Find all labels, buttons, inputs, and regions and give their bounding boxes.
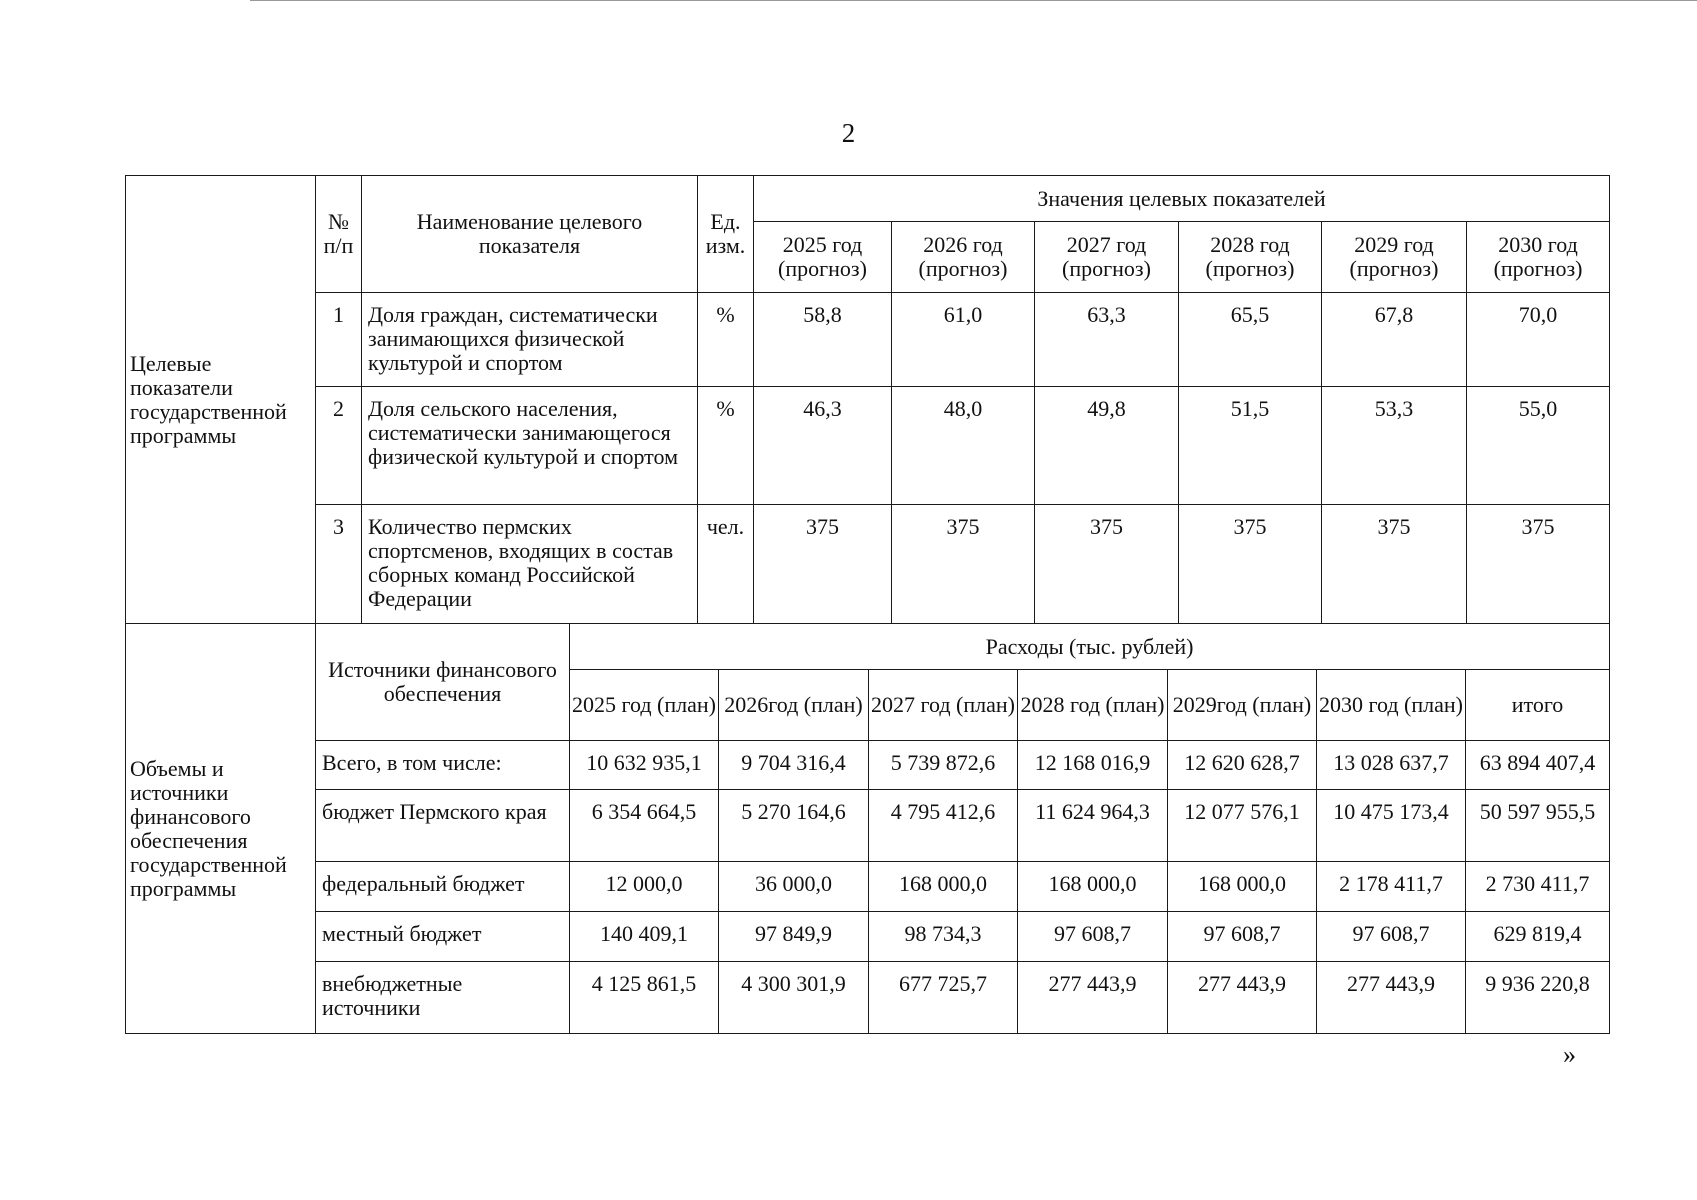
funding-value: 97 608,7 xyxy=(1317,912,1466,962)
table-row xyxy=(126,741,1610,790)
header-indicator-name: Наименование целевого показателя xyxy=(362,176,698,293)
funding-value: 12 620 628,7 xyxy=(1168,741,1317,790)
indicator-value: 49,8 xyxy=(1035,387,1179,505)
scan-edge-line xyxy=(250,0,1697,1)
indicator-unit: % xyxy=(698,293,754,387)
funding-value: 50 597 955,5 xyxy=(1466,790,1610,862)
funding-source: внебюджетные источники xyxy=(316,962,570,1034)
funding-value: 12 000,0 xyxy=(570,862,719,912)
indicator-value: 46,3 xyxy=(754,387,892,505)
funding-value: 2 178 411,7 xyxy=(1317,862,1466,912)
funding-value: 4 125 861,5 xyxy=(570,962,719,1034)
header-year: 2028 год (план) xyxy=(1018,670,1168,741)
funding-value: 13 028 637,7 xyxy=(1317,741,1466,790)
funding-value: 10 632 935,1 xyxy=(570,741,719,790)
funding-value: 12 168 016,9 xyxy=(1018,741,1168,790)
header-target-values: Значения целевых показателей xyxy=(754,176,1610,222)
indicator-value: 375 xyxy=(1179,505,1322,624)
funding-value: 277 443,9 xyxy=(1317,962,1466,1034)
indicator-value: 65,5 xyxy=(1179,293,1322,387)
funding-value: 168 000,0 xyxy=(1018,862,1168,912)
funding-value: 98 734,3 xyxy=(869,912,1018,962)
finance-section-label: Объемы и источники финансового обеспечения государственной программы xyxy=(126,624,316,1034)
row-number: 3 xyxy=(316,505,362,624)
indicator-value: 55,0 xyxy=(1467,387,1610,505)
target-indicators-table xyxy=(125,175,1610,624)
funding-value: 4 300 301,9 xyxy=(719,962,869,1034)
header-year: 2029 год (прогноз) xyxy=(1322,222,1467,293)
funding-value: 277 443,9 xyxy=(1018,962,1168,1034)
funding-value: 140 409,1 xyxy=(570,912,719,962)
header-year: 2030 год (план) xyxy=(1317,670,1466,741)
funding-value: 11 624 964,3 xyxy=(1018,790,1168,862)
indicator-name: Доля сельского населения, систематически занимающегося физической культурой и спортом xyxy=(362,387,698,505)
header-total: итого xyxy=(1466,670,1610,741)
funding-value: 677 725,7 xyxy=(869,962,1018,1034)
funding-value: 5 739 872,6 xyxy=(869,741,1018,790)
funding-value: 97 849,9 xyxy=(719,912,869,962)
funding-value: 36 000,0 xyxy=(719,862,869,912)
table-row xyxy=(126,912,1610,962)
indicator-value: 63,3 xyxy=(1035,293,1179,387)
indicator-unit: чел. xyxy=(698,505,754,624)
indicator-value: 58,8 xyxy=(754,293,892,387)
funding-source: Всего, в том числе: xyxy=(316,741,570,790)
funding-value: 63 894 407,4 xyxy=(1466,741,1610,790)
header-year: 2026 год (прогноз) xyxy=(892,222,1035,293)
table-row xyxy=(126,862,1610,912)
funding-value: 10 475 173,4 xyxy=(1317,790,1466,862)
table-row xyxy=(126,962,1610,1034)
indicator-value: 375 xyxy=(892,505,1035,624)
funding-value: 4 795 412,6 xyxy=(869,790,1018,862)
funding-value: 6 354 664,5 xyxy=(570,790,719,862)
funding-value: 9 936 220,8 xyxy=(1466,962,1610,1034)
indicator-value: 375 xyxy=(1322,505,1467,624)
table-row xyxy=(126,387,1610,505)
page-number: 2 xyxy=(841,118,856,148)
header-expenses: Расходы (тыс. рублей) xyxy=(570,624,1610,670)
header-year: 2025 год (прогноз) xyxy=(754,222,892,293)
funding-value: 168 000,0 xyxy=(1168,862,1317,912)
funding-value: 168 000,0 xyxy=(869,862,1018,912)
indicator-value: 70,0 xyxy=(1467,293,1610,387)
indicator-unit: % xyxy=(698,387,754,505)
row-number: 2 xyxy=(316,387,362,505)
indicator-name: Количество пермских спортсменов, входящих в состав сборных команд Российской Федерации xyxy=(362,505,698,624)
funding-source: бюджет Пермского края xyxy=(316,790,570,862)
table-row xyxy=(126,293,1610,387)
header-year: 2028 год (прогноз) xyxy=(1179,222,1322,293)
indicator-name: Доля граждан, систематически занимающихся физической культурой и спортом xyxy=(362,293,698,387)
funding-source: местный бюджет xyxy=(316,912,570,962)
row-number: 1 xyxy=(316,293,362,387)
table-row xyxy=(126,790,1610,862)
header-year: 2030 год (прогноз) xyxy=(1467,222,1610,293)
indicator-value: 67,8 xyxy=(1322,293,1467,387)
funding-value: 629 819,4 xyxy=(1466,912,1610,962)
targets-section-label: Целевые показатели государственной программы xyxy=(126,176,316,624)
funding-value: 5 270 164,6 xyxy=(719,790,869,862)
table-row xyxy=(126,505,1610,624)
funding-source: федеральный бюджет xyxy=(316,862,570,912)
header-year: 2025 год (план) xyxy=(570,670,719,741)
indicator-value: 375 xyxy=(754,505,892,624)
indicator-value: 53,3 xyxy=(1322,387,1467,505)
funding-value: 277 443,9 xyxy=(1168,962,1317,1034)
header-unit: Ед. изм. xyxy=(698,176,754,293)
header-year: 2026год (план) xyxy=(719,670,869,741)
header-year: 2027 год (план) xyxy=(869,670,1018,741)
financing-table xyxy=(125,623,1610,1034)
indicator-value: 375 xyxy=(1035,505,1179,624)
closing-quote: » xyxy=(1563,1040,1576,1069)
indicator-value: 61,0 xyxy=(892,293,1035,387)
header-year: 2029год (план) xyxy=(1168,670,1317,741)
funding-value: 2 730 411,7 xyxy=(1466,862,1610,912)
indicator-value: 375 xyxy=(1467,505,1610,624)
header-number: № п/п xyxy=(316,176,362,293)
indicator-value: 48,0 xyxy=(892,387,1035,505)
funding-value: 12 077 576,1 xyxy=(1168,790,1317,862)
funding-value: 97 608,7 xyxy=(1018,912,1168,962)
funding-value: 97 608,7 xyxy=(1168,912,1317,962)
header-funding-source: Источники финансового обеспечения xyxy=(316,624,570,741)
funding-value: 9 704 316,4 xyxy=(719,741,869,790)
header-year: 2027 год (прогноз) xyxy=(1035,222,1179,293)
indicator-value: 51,5 xyxy=(1179,387,1322,505)
